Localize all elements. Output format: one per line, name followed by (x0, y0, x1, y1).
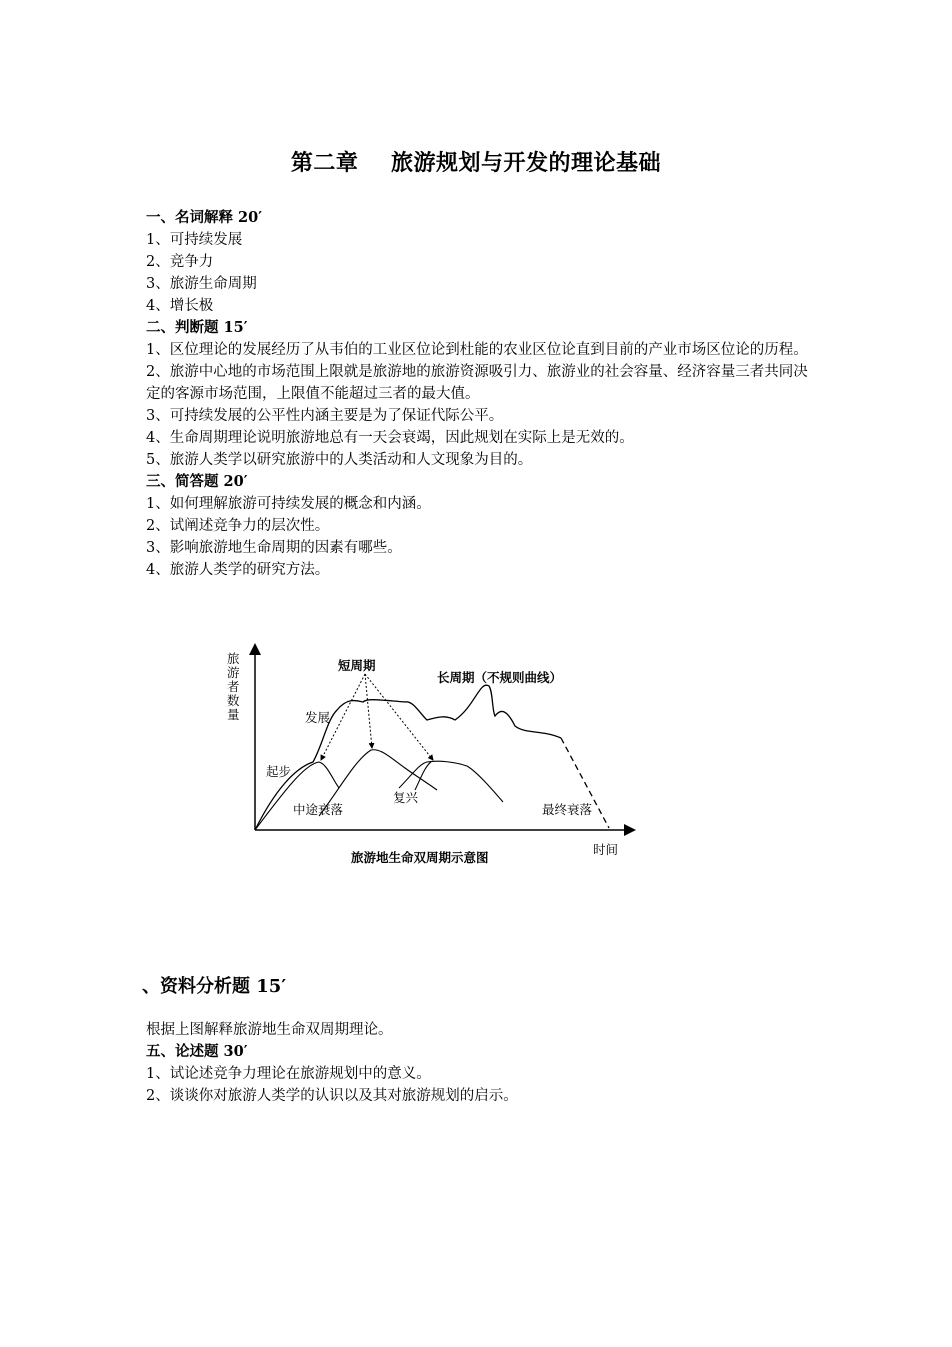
main-content (146, 207, 816, 581)
list-item: 1、区位理论的发展经历了从韦伯的工业区位论到杜能的农业区位论直到目前的产业市场区位论的历程。 (146, 342, 808, 358)
list-item: 3、可持续发展的公平性内涵主要是为了保证代际公平。 (146, 408, 504, 424)
list-item: 2、谈谈你对旅游人类学的认识以及其对旅游规划的启示。 (146, 1088, 518, 1104)
section-heading-essay: 五、论述题 30′ (146, 1043, 248, 1060)
short-cycle-label: 短周期 (338, 658, 376, 673)
y-axis-label-char: 量 (227, 707, 240, 722)
list-item: 1、如何理解旅游可持续发展的概念和内涵。 (146, 496, 431, 512)
analysis-text: 根据上图解释旅游地生命双周期理论。 (146, 1022, 393, 1038)
y-axis-label-char: 数 (227, 693, 240, 708)
list-item: 2、试阐述竞争力的层次性。 (146, 518, 330, 534)
list-item: 3、影响旅游地生命周期的因素有哪些。 (146, 540, 402, 556)
x-axis-label: 时间 (593, 842, 619, 857)
start-label: 起步 (266, 764, 292, 779)
list-item: 2、旅游中心地的市场范围上限就是旅游地的旅游资源吸引力、旅游业的社会容量、经济容量三者共同决定的客源市场范围，上限值不能超过三者的最大值。 (146, 364, 808, 402)
list-item: 2、竞争力 (146, 254, 214, 270)
list-item: 1、试论述竞争力理论在旅游规划中的意义。 (146, 1066, 431, 1082)
section-heading-terms: 一、名词解释 20′ (146, 209, 263, 226)
list-item: 3、旅游生命周期 (146, 276, 257, 292)
life-cycle-diagram (215, 640, 655, 875)
diagram-caption: 旅游地生命双周期示意图 (351, 850, 489, 865)
short-cycle-arrow-3 (365, 674, 433, 760)
long-cycle-label: 长周期（不规则曲线） (437, 670, 563, 685)
list-item: 4、旅游人类学的研究方法。 (146, 562, 330, 578)
y-axis-label-char: 旅 (227, 651, 240, 666)
y-axis-label-char: 游 (227, 665, 240, 680)
list-item: 5、旅游人类学以研究旅游中的人类活动和人文现象为目的。 (146, 452, 533, 468)
diagram-svg (215, 640, 655, 875)
short-cycle-arrow-2 (365, 674, 372, 748)
list-item: 4、生命周期理论说明旅游地总有一天会衰竭，因此规划在实际上是无效的。 (146, 430, 634, 446)
section-heading-analysis: 、资料分析题 15′ (142, 976, 287, 997)
list-item: 1、可持续发展 (146, 232, 243, 248)
development-label: 发展 (305, 710, 331, 725)
final-decline-label: 最终衰落 (542, 802, 593, 817)
mid-decline-label: 中途衰落 (293, 802, 344, 817)
revival-label: 复兴 (393, 790, 419, 805)
section-heading-short-answer: 三、简答题 20′ (146, 473, 248, 490)
y-axis-label-char: 者 (227, 679, 240, 694)
tail-content (146, 1019, 816, 1107)
page-title: 第二章 旅游规划与开发的理论基础 (290, 151, 662, 176)
list-item: 4、增长极 (146, 298, 214, 314)
section-heading-judgement: 二、判断题 15′ (146, 319, 248, 336)
